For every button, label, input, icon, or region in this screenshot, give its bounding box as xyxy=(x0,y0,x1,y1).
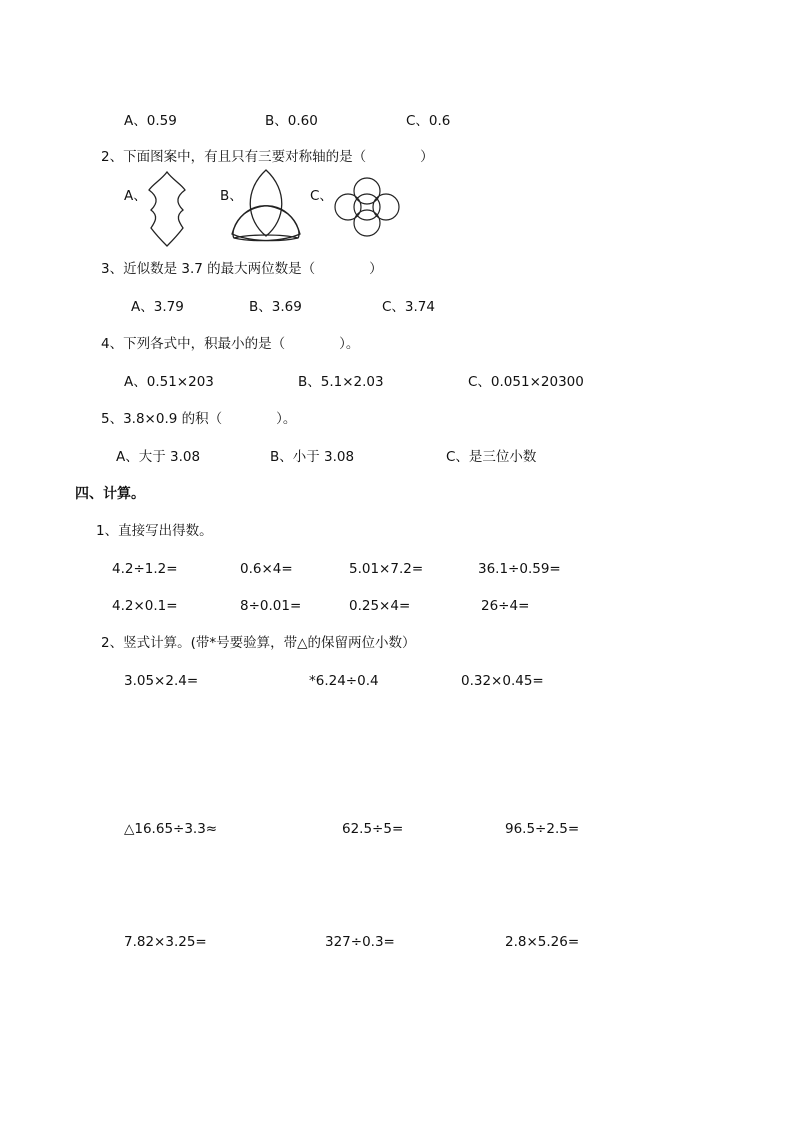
part1-title: 1、直接写出得数。 xyxy=(96,523,213,539)
q2-figure-a-wavy-diamond xyxy=(145,170,189,252)
mental-math-7: 0.25×4= xyxy=(349,598,411,614)
q1-option-b: B、0.60 xyxy=(265,113,318,129)
q1-option-c: C、0.6 xyxy=(406,113,451,129)
section4-title: 四、计算。 xyxy=(75,486,145,502)
q3-option-c: C、3.74 xyxy=(382,299,435,315)
part2-title: 2、竖式计算。(带*号要验算，带△的保留两位小数） xyxy=(101,635,416,651)
mental-math-5: 4.2×0.1= xyxy=(112,598,178,614)
q3-text: 3、近似数是 3.7 的最大两位数是（ ） xyxy=(101,261,383,277)
q4-text: 4、下列各式中，积最小的是（ ）。 xyxy=(101,336,360,352)
q2-label-a: A、 xyxy=(124,188,147,204)
q2-figure-c-flower-circles xyxy=(332,176,402,242)
q3-option-b: B、3.69 xyxy=(249,299,302,315)
mental-math-2: 0.6×4= xyxy=(240,561,293,577)
q2-text: 2、下面图案中，有且只有三要对称轴的是（ ） xyxy=(101,149,434,165)
mental-math-4: 36.1÷0.59= xyxy=(478,561,561,577)
mental-math-8: 26÷4= xyxy=(481,598,530,614)
q5-text: 5、3.8×0.9 的积（ ）。 xyxy=(101,411,297,427)
q2-figure-b-triquetra xyxy=(230,168,302,246)
vertical-calc-6: 96.5÷2.5= xyxy=(505,821,580,837)
q5-option-a: A、大于 3.08 xyxy=(116,449,201,465)
vertical-calc-9: 2.8×5.26= xyxy=(505,934,580,950)
mental-math-1: 4.2÷1.2= xyxy=(112,561,178,577)
q4-option-c: C、0.051×20300 xyxy=(468,374,584,390)
vertical-calc-2: *6.24÷0.4 xyxy=(309,673,379,689)
vertical-calc-8: 327÷0.3= xyxy=(325,934,395,950)
q5-option-b: B、小于 3.08 xyxy=(270,449,355,465)
vertical-calc-4: △16.65÷3.3≈ xyxy=(124,821,218,837)
q1-option-a: A、0.59 xyxy=(124,113,177,129)
q3-option-a: A、3.79 xyxy=(131,299,184,315)
vertical-calc-7: 7.82×3.25= xyxy=(124,934,207,950)
vertical-calc-3: 0.32×0.45= xyxy=(461,673,544,689)
mental-math-6: 8÷0.01= xyxy=(240,598,302,614)
q2-label-b: B、 xyxy=(220,188,243,204)
mental-math-3: 5.01×7.2= xyxy=(349,561,424,577)
vertical-calc-1: 3.05×2.4= xyxy=(124,673,199,689)
q5-option-c: C、是三位小数 xyxy=(446,449,537,465)
q2-label-c: C、 xyxy=(310,188,333,204)
vertical-calc-5: 62.5÷5= xyxy=(342,821,404,837)
q4-option-a: A、0.51×203 xyxy=(124,374,214,390)
q4-option-b: B、5.1×2.03 xyxy=(298,374,384,390)
